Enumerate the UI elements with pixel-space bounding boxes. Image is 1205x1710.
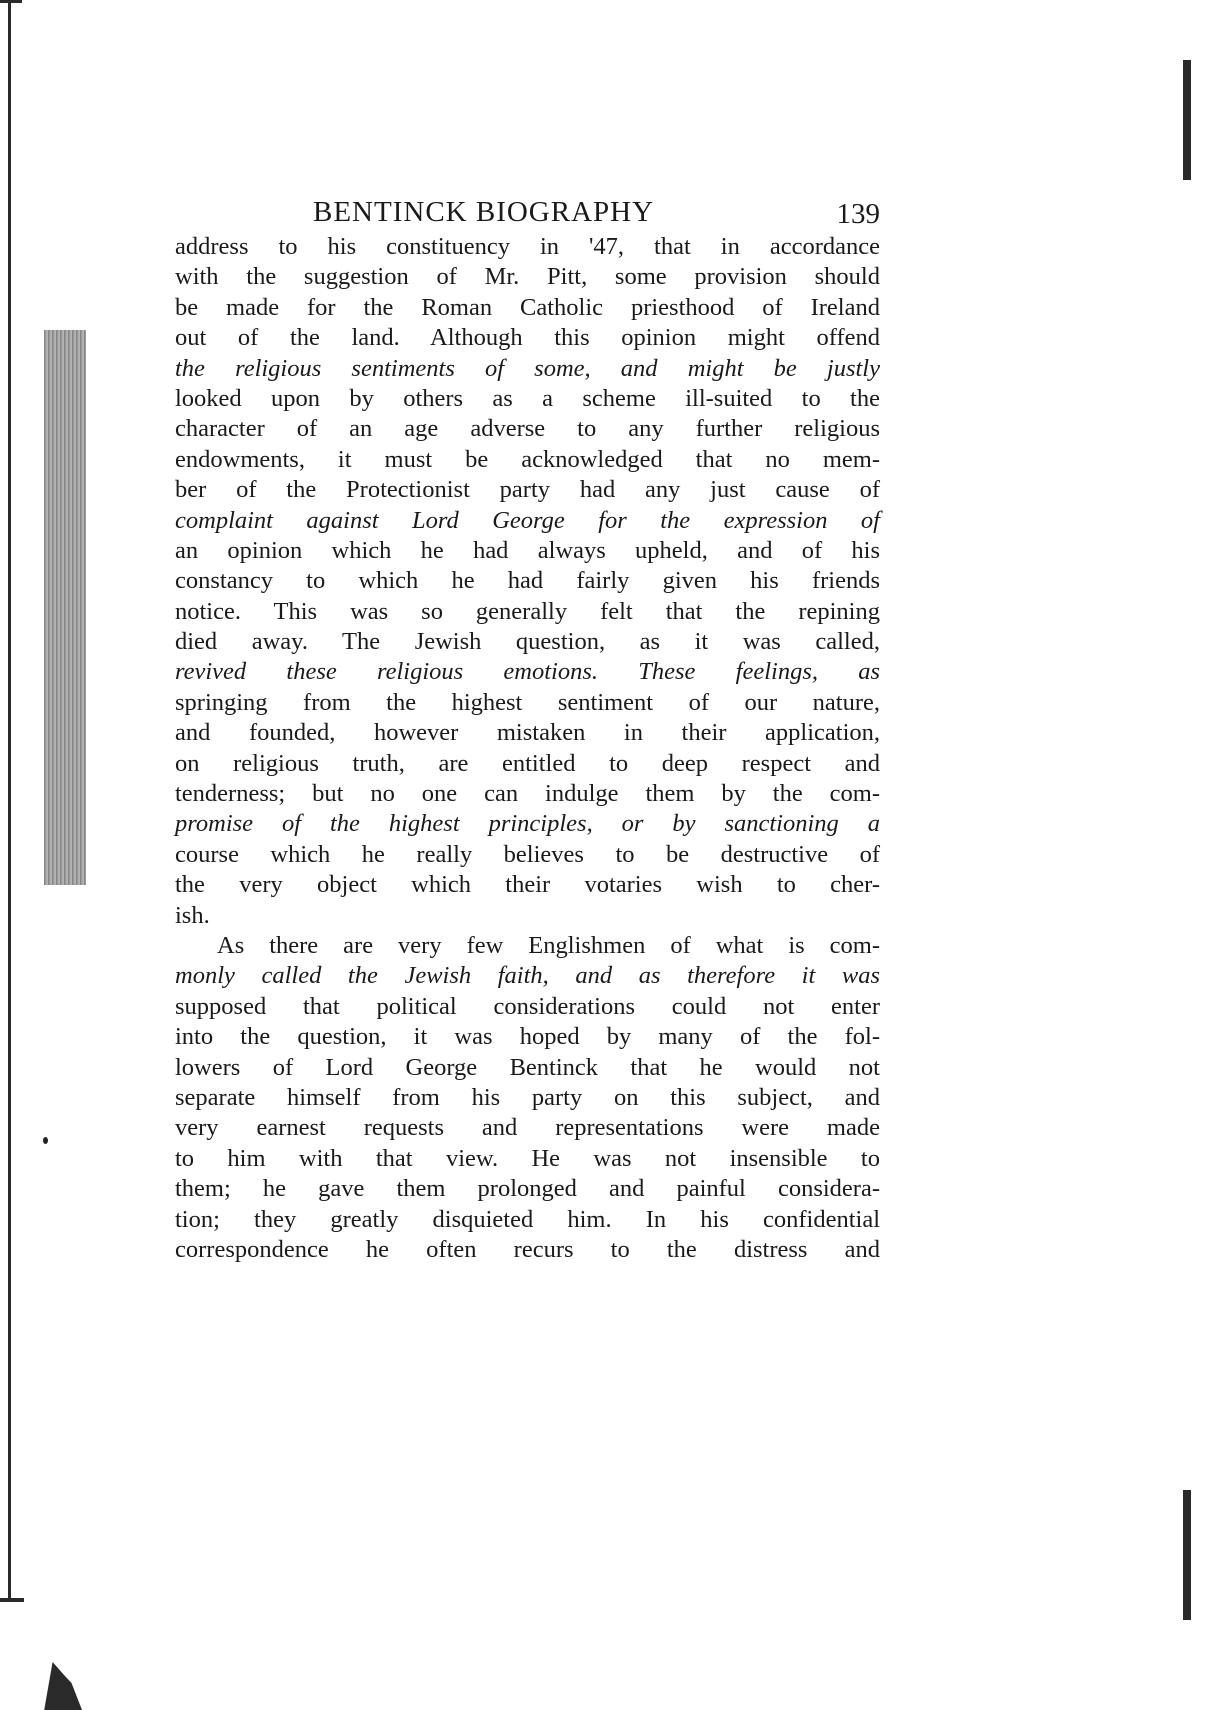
text-line: very earnest requests and representations were made <box>175 1114 880 1142</box>
binding-edge-foot <box>0 1598 24 1602</box>
gutter-scan-artifact <box>44 330 86 885</box>
text-line: died away. The Jewish question, as it was called, <box>175 628 880 656</box>
text-line: out of the land. Although this opinion might offend <box>175 324 880 352</box>
text-line: tenderness; but no one can indulge them by the com- <box>175 780 880 808</box>
text-line: promise of the highest principles, or by sanctioning a <box>175 810 880 838</box>
text-line: supposed that political considerations could not enter <box>175 992 880 1020</box>
text-line: on religious truth, are entitled to deep respect and <box>175 749 880 777</box>
running-title: BENTINCK BIOGRAPHY <box>313 196 655 228</box>
text-line: address to his constituency in '47, that in accordance <box>175 233 880 260</box>
text-line: into the question, it was hoped by many of the fol- <box>175 1023 880 1051</box>
text-line: to him with that view. He was not insensible to <box>175 1144 880 1172</box>
text-line: springing from the highest sentiment of our nature, <box>175 688 880 716</box>
body-text <box>175 232 880 1265</box>
text-line: monly called the Jewish faith, and as therefore it was <box>175 962 880 990</box>
text-line: looked upon by others as a scheme ill-suited to the <box>175 384 880 412</box>
text-line: the religious sentiments of some, and might be justly <box>175 354 880 382</box>
text-line: As there are very few Englishmen of what is com- <box>217 931 880 959</box>
text-line: correspondence he often recurs to the distress and <box>175 1235 880 1263</box>
text-line: ish. <box>175 901 210 929</box>
text-line: course which he really believes to be destructive of <box>175 840 880 868</box>
text-line: revived these religious emotions. These feelings, as <box>175 658 880 686</box>
page-header <box>175 196 880 236</box>
text-line: endowments, it must be acknowledged that no mem- <box>175 445 880 473</box>
text-line: with the suggestion of Mr. Pitt, some provision should <box>175 263 880 291</box>
binding-edge-line <box>8 0 11 1600</box>
stray-dot <box>43 1137 48 1144</box>
text-line: separate himself from his party on this subject, and <box>175 1083 880 1111</box>
text-line: character of an age adverse to any further religious <box>175 415 880 443</box>
text-line: an opinion which he had always upheld, and of his <box>175 536 880 564</box>
right-edge-mark-bottom <box>1183 1490 1191 1620</box>
right-edge-mark-top <box>1183 60 1191 180</box>
text-line: ber of the Protectionist party had any just cause of <box>175 476 880 504</box>
page-number: 139 <box>836 198 880 230</box>
text-line: lowers of Lord George Bentinck that he would not <box>175 1053 880 1081</box>
text-line: constancy to which he had fairly given his friends <box>175 567 880 595</box>
gutter-blot-artifact <box>40 1650 82 1710</box>
text-line: and founded, however mistaken in their application, <box>175 719 880 747</box>
text-line: notice. This was so generally felt that the repining <box>175 597 880 625</box>
text-line: them; he gave them prolonged and painful considera- <box>175 1175 880 1203</box>
text-line: tion; they greatly disquieted him. In his confidential <box>175 1205 880 1233</box>
text-line: the very object which their votaries wish to cher- <box>175 871 880 899</box>
binding-edge-tick <box>0 0 22 3</box>
text-line: complaint against Lord George for the expression of <box>175 506 880 534</box>
text-line: be made for the Roman Catholic priesthood of Ireland <box>175 293 880 321</box>
